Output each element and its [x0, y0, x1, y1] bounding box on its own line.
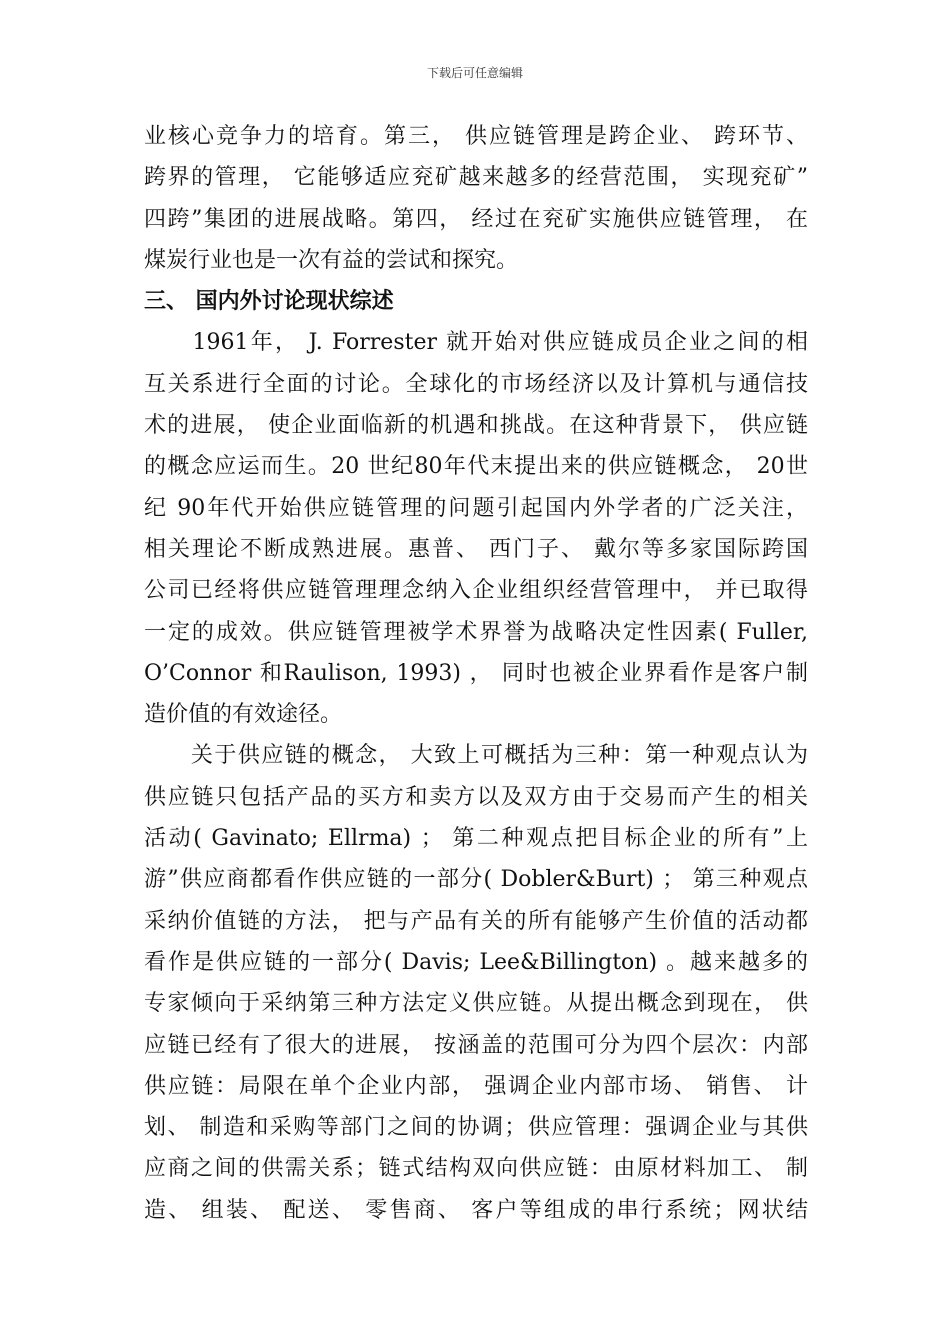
text-line: 专家倾向于采纳第三种方法定义供应链。从提出概念到现在， 供: [144, 991, 808, 1017]
text-line: 纪 90年代开始供应链管理的问题引起国内外学者的广泛关注，: [144, 495, 808, 521]
text-line: 公司已经将供应链管理理念纳入企业组织经营管理中， 并已取得: [144, 578, 808, 604]
text-line: 1961年， J. Forrester 就开始对供应链成员企业之间的相: [144, 330, 808, 356]
text-line: 互关系进行全面的讨论。全球化的市场经济以及计算机与通信技: [144, 371, 808, 397]
text-line: 四跨”集团的进展战略。第四， 经过在兖矿实施供应链管理， 在: [144, 206, 808, 232]
text-line: 煤炭行业也是一次有益的尝试和探究。: [144, 247, 519, 273]
text-line: 供应链：局限在单个企业内部， 强调企业内部市场、 销售、 计: [144, 1073, 808, 1099]
text-line: 应商之间的供需关系；链式结构双向供应链：由原材料加工、 制: [144, 1156, 808, 1182]
text-line: 划、 制造和采购等部门之间的协调；供应管理：强调企业与其供: [144, 1115, 808, 1141]
text-line: 的概念应运而生。20 世纪80年代末提出来的供应链概念， 20世: [144, 454, 808, 480]
section-heading: 三、 国内外讨论现状综述: [144, 289, 394, 315]
text-line: 游”供应商都看作供应链的一部分( Dobler&Burt) ； 第三种观点: [144, 867, 808, 893]
text-line: 相关理论不断成熟进展。惠普、 西门子、 戴尔等多家国际跨国: [144, 536, 808, 562]
text-line: 术的进展， 使企业面临新的机遇和挑战。在这种背景下， 供应链: [144, 413, 808, 439]
text-line: 应链已经有了很大的进展， 按涵盖的范围可分为四个层次：内部: [144, 1032, 808, 1058]
document-body: [144, 116, 808, 1231]
text-line: 采纳价值链的方法， 把与产品有关的所有能够产生价值的活动都: [144, 908, 808, 934]
text-line: 一定的成效。供应链管理被学术界誉为战略决定性因素( Fuller,: [144, 619, 808, 645]
text-line: 关于供应链的概念， 大致上可概括为三种：第一种观点认为: [144, 743, 808, 769]
page-header: 下载后可任意编辑: [426, 66, 523, 80]
text-line: 活动( Gavinato; Ellrma) ； 第二种观点把目标企业的所有”上: [144, 826, 808, 852]
text-line: 造价值的有效途径。: [144, 702, 343, 728]
text-line: 业核心竞争力的培育。第三， 供应链管理是跨企业、 跨环节、: [144, 124, 808, 149]
text-line: 跨界的管理， 它能够适应兖矿越来越多的经营范围， 实现兖矿”: [144, 165, 808, 191]
text-line: 看作是供应链的一部分( Davis; Lee&Billington) 。越来越多的: [144, 949, 808, 975]
text-line: O’Connor 和Raulison, 1993) ， 同时也被企业界看作是客户制: [144, 660, 808, 686]
text-line: 供应链只包括产品的买方和卖方以及双方由于交易而产生的相关: [144, 784, 808, 810]
text-line: 造、 组装、 配送、 零售商、 客户等组成的串行系统；网状结: [144, 1197, 808, 1223]
